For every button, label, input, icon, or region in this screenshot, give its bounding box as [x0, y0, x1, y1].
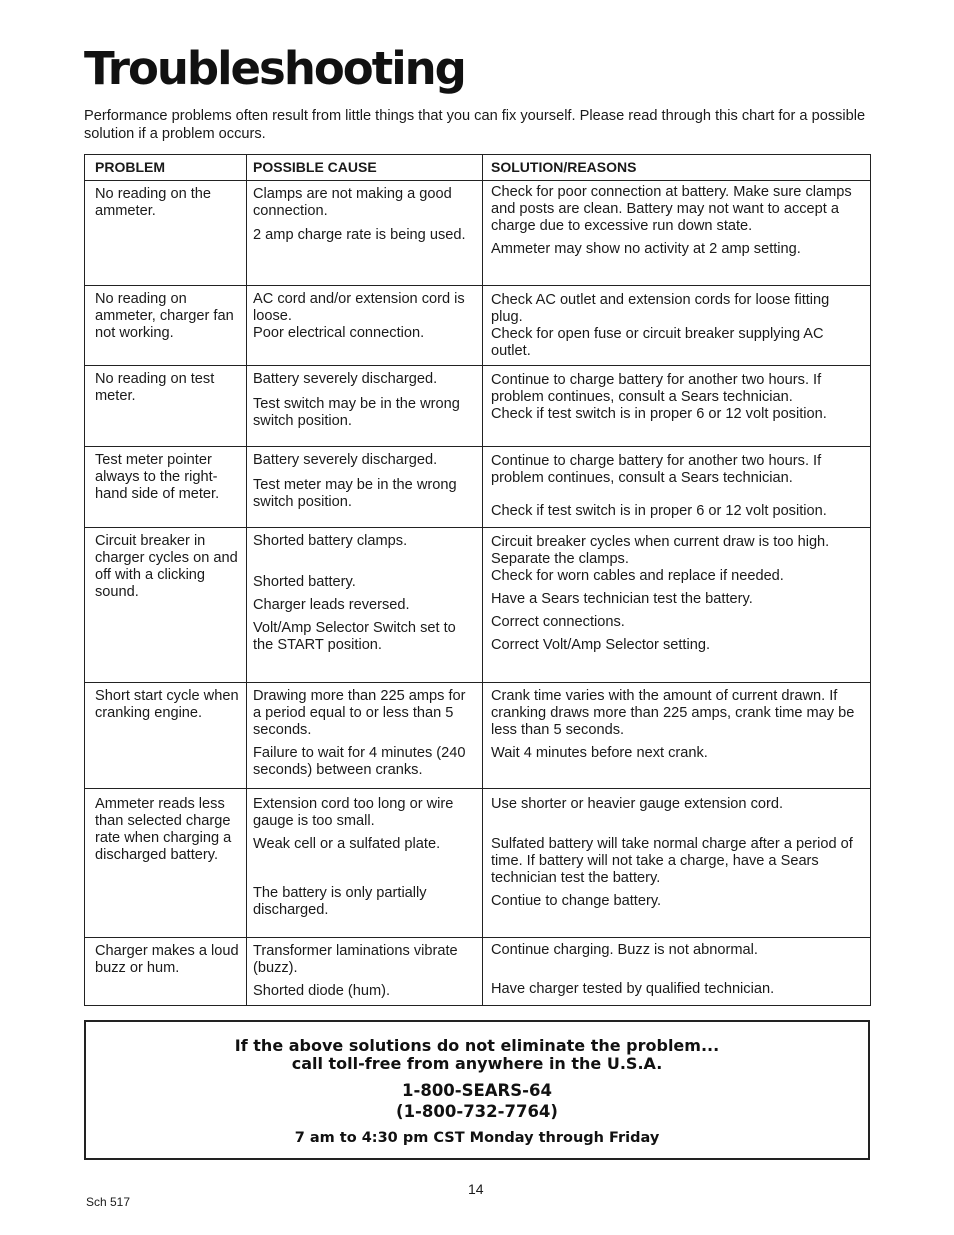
problem-text: Ammeter reads less than selected charge rate when charging a discharged battery.	[95, 796, 232, 863]
callout-line-1: If the above solutions do not eliminate the problem...	[234, 1036, 720, 1055]
solution-cell	[483, 366, 871, 447]
cause-text: Shorted diode (hum).	[253, 983, 391, 999]
table-row	[85, 286, 871, 366]
callout-phone-text: 1-800-SEARS-64	[402, 1081, 552, 1100]
solution-cell	[483, 683, 871, 789]
cause-text: Poor electrical connection.	[253, 325, 425, 341]
page-title: Troubleshooting	[84, 42, 465, 95]
solution-text: Continue to charge battery for another two hours. If problem continues, consult a Sears technician.	[491, 453, 822, 486]
solution-text: Wait 4 minutes before next crank.	[491, 745, 708, 761]
cause-text: Shorted battery.	[253, 574, 356, 590]
solution-cell	[483, 938, 871, 1006]
cause-text: 2 amp charge rate is being used.	[253, 227, 466, 243]
header-solution: SOLUTION/REASONS	[483, 155, 871, 181]
solution-cell	[483, 789, 871, 938]
problem-text: No reading on the ammeter.	[95, 186, 212, 219]
header-problem: PROBLEM	[85, 155, 247, 181]
cause-text: Clamps are not making a good connection.	[253, 186, 452, 219]
cause-cell	[247, 683, 483, 789]
solution-cell	[483, 528, 871, 683]
solution-text: Crank time varies with the amount of current drawn. If cranking draws more than 225 amps, crank time may be less than 5 seconds.	[491, 688, 855, 738]
problem-cell	[85, 181, 247, 286]
problem-text: Test meter pointer always to the right-hand side of meter.	[95, 452, 220, 502]
cause-cell	[247, 447, 483, 528]
problem-cell	[85, 366, 247, 447]
callout-phone-number: (1-800-732-7764)	[396, 1102, 558, 1121]
table-row	[85, 789, 871, 938]
cause-text: Failure to wait for 4 minutes (240 seconds) between cranks.	[253, 745, 466, 778]
solution-text: Check for open fuse or circuit breaker supplying AC outlet.	[491, 326, 824, 359]
solution-text: Check AC outlet and extension cords for loose fitting plug.	[491, 292, 830, 325]
solution-text: Circuit breaker cycles when current draw is too high. Separate the clamps.	[491, 534, 830, 567]
cause-text: AC cord and/or extension cord is loose.	[253, 291, 465, 324]
cause-text: Shorted battery clamps.	[253, 533, 408, 549]
solution-text: Contiue to change battery.	[491, 893, 662, 909]
cause-text: Weak cell or a sulfated plate.	[253, 836, 441, 852]
solution-cell	[483, 286, 871, 366]
problem-text: No reading on ammeter, charger fan not working.	[95, 291, 234, 341]
solution-cell	[483, 447, 871, 528]
table-row	[85, 683, 871, 789]
cause-text: Transformer laminations vibrate (buzz).	[253, 943, 458, 976]
solution-text: Check for worn cables and replace if needed.	[491, 568, 784, 584]
solution-text: Sulfated battery will take normal charge after a period of time. If battery will not take a charge, have a Sears technician test the battery.	[491, 836, 853, 886]
cause-text: Battery severely discharged.	[253, 371, 438, 387]
solution-text: Correct connections.	[491, 614, 625, 630]
solution-text: Have charger tested by qualified technician.	[491, 981, 775, 997]
solution-text: Check for poor connection at battery. Make sure clamps and posts are clean. Battery may not want to accept a charge due to excessive run down state.	[491, 184, 852, 234]
table-row	[85, 366, 871, 447]
solution-text: Ammeter may show no activity at 2 amp setting.	[491, 241, 801, 257]
problem-text: No reading on test meter.	[95, 371, 215, 404]
cause-cell	[247, 528, 483, 683]
cause-text: Test switch may be in the wrong switch position.	[253, 396, 460, 429]
solution-text: Check if test switch is in proper 6 or 12 volt position.	[491, 406, 827, 422]
problem-cell	[85, 789, 247, 938]
troubleshooting-table	[84, 154, 871, 1006]
cause-text: The battery is only partially discharged.	[253, 885, 427, 918]
callout-line-2: call toll-free from anywhere in the U.S.A.	[291, 1054, 663, 1073]
cause-cell	[247, 366, 483, 447]
problem-text: Circuit breaker in charger cycles on and off with a clicking sound.	[95, 533, 238, 600]
table-row	[85, 181, 871, 286]
problem-cell	[85, 286, 247, 366]
solution-cell	[483, 181, 871, 286]
problem-cell	[85, 447, 247, 528]
cause-text: Drawing more than 225 amps for a period equal to or less than 5 seconds.	[253, 688, 466, 738]
cause-text: Extension cord too long or wire gauge is too small.	[253, 796, 454, 829]
cause-text: Charger leads reversed.	[253, 597, 410, 613]
cause-text: Battery severely discharged.	[253, 452, 438, 468]
document-code: Sch 517	[86, 1195, 131, 1209]
solution-text: Continue charging. Buzz is not abnormal.	[491, 942, 758, 958]
help-callout-box	[84, 1020, 870, 1160]
intro-paragraph: Performance problems often result from little things that you can fix yourself. Please read through this chart for a possible solution if a problem occurs.	[84, 108, 866, 142]
solution-text: Use shorter or heavier gauge extension cord.	[491, 796, 784, 812]
problem-cell	[85, 528, 247, 683]
problem-text: Short start cycle when cranking engine.	[95, 688, 239, 721]
problem-text: Charger makes a loud buzz or hum.	[95, 943, 239, 976]
table-row	[85, 938, 871, 1006]
solution-text: Check if test switch is in proper 6 or 12 volt position.	[491, 503, 827, 519]
solution-text: Have a Sears technician test the battery.	[491, 591, 753, 607]
cause-cell	[247, 181, 483, 286]
solution-text: Correct Volt/Amp Selector setting.	[491, 637, 710, 653]
table-row	[85, 447, 871, 528]
table-header-row	[85, 155, 871, 181]
callout-hours: 7 am to 4:30 pm CST Monday through Friday	[294, 1130, 660, 1146]
page-number: 14	[468, 1181, 484, 1197]
table-row	[85, 528, 871, 683]
problem-cell	[85, 938, 247, 1006]
solution-text: Continue to charge battery for another two hours. If problem continues, consult a Sears technician.	[491, 372, 822, 405]
cause-text: Volt/Amp Selector Switch set to the START position.	[253, 620, 456, 653]
problem-cell	[85, 683, 247, 789]
cause-cell	[247, 789, 483, 938]
cause-cell	[247, 938, 483, 1006]
cause-text: Test meter may be in the wrong switch position.	[253, 477, 457, 510]
cause-cell	[247, 286, 483, 366]
header-possible-cause: POSSIBLE CAUSE	[247, 155, 483, 181]
